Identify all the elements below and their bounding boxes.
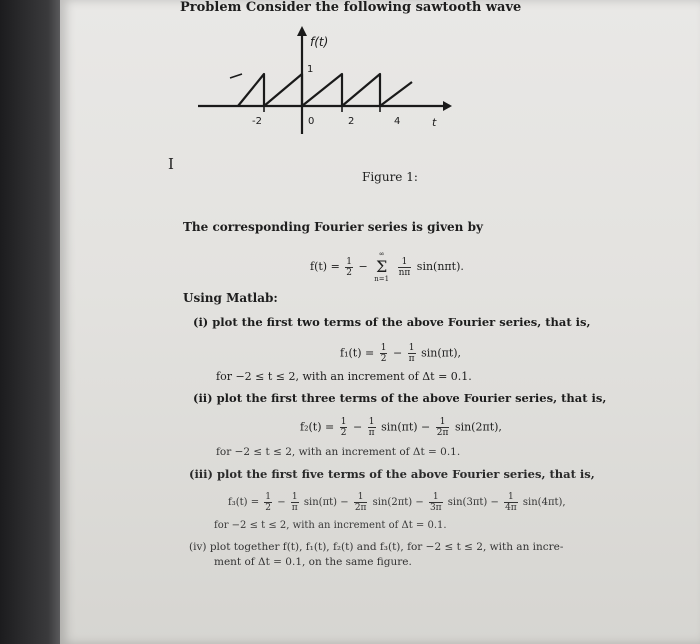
intro-text: The corresponding Fourier series is given by bbox=[183, 220, 483, 234]
eq-lhs: f(t) = bbox=[310, 260, 340, 273]
item-ii-range: for −2 ≤ t ≤ 2, with an increment of Δt = 0.1. bbox=[216, 446, 461, 458]
peak-mark bbox=[230, 74, 242, 78]
tick-label-minus2: -2 bbox=[252, 116, 262, 127]
half-fraction: $\frac{1}{2}$ bbox=[346, 256, 353, 278]
item-iv-text: (iv) plot together f(t), f₁(t), f₂(t) and f₃(t), for −2 ≤ t ≤ 2, with an incre- bbox=[189, 541, 564, 553]
using-matlab-heading: Using Matlab: bbox=[183, 291, 278, 305]
item-i-equation: f₁(t) = $\frac{1}{2}$ − $\frac{1}{\pi}$ sin(πt), bbox=[340, 343, 462, 364]
sawtooth-sketch bbox=[190, 22, 460, 137]
item-iii-range: for −2 ≤ t ≤ 2, with an increment of Δt = 0.1. bbox=[214, 520, 447, 531]
y-axis-label: f(t) bbox=[310, 35, 329, 49]
tick-label-0: 0 bbox=[308, 116, 315, 127]
problem-title: Problem Consider the following sawtooth wave bbox=[180, 0, 522, 15]
tick-label-2: 2 bbox=[348, 116, 355, 127]
tick-label-4: 4 bbox=[394, 116, 401, 127]
text-cursor-icon: I bbox=[168, 155, 174, 173]
item-i-text: (i) plot the first two terms of the above Fourier series, that is, bbox=[193, 315, 591, 329]
y-axis-arrow bbox=[297, 26, 307, 36]
figure-caption: Figure 1: bbox=[362, 170, 418, 184]
x-axis-label: t bbox=[432, 116, 437, 129]
fourier-series-equation bbox=[310, 250, 464, 284]
term-fraction: $\frac{1}{n\pi}$ bbox=[398, 256, 411, 278]
item-iv-text-continued: ment of Δt = 0.1, on the same figure. bbox=[214, 556, 412, 568]
peak-label: 1 bbox=[307, 64, 314, 75]
minus-sign: − bbox=[358, 260, 368, 273]
item-iii-equation: f₃(t) = $\frac{1}{2}$ − $\frac{1}{\pi}$ sin(πt) − $\frac{1}{2\pi}$ sin(2πt) − $\frac{1}{3\pi}$ sin(3πt) − $\frac{1}{4\pi}$ sin(4πt), bbox=[228, 492, 566, 513]
item-ii-text: (ii) plot the first three terms of the above Fourier series, that is, bbox=[193, 391, 607, 405]
item-ii-equation: f₂(t) = $\frac{1}{2}$ − $\frac{1}{\pi}$ sin(πt) − $\frac{1}{2\pi}$ sin(2πt), bbox=[300, 417, 502, 438]
sawtooth-line bbox=[238, 74, 412, 106]
desk-background bbox=[0, 0, 60, 644]
item-iii-text: (iii) plot the first five terms of the above Fourier series, that is, bbox=[189, 467, 595, 481]
x-axis-arrow bbox=[443, 101, 452, 111]
summation: ∞ Σ n=1 bbox=[374, 250, 390, 283]
term-function: sin(nπt). bbox=[416, 260, 464, 273]
item-i-range: for −2 ≤ t ≤ 2, with an increment of Δt = 0.1. bbox=[216, 370, 472, 383]
